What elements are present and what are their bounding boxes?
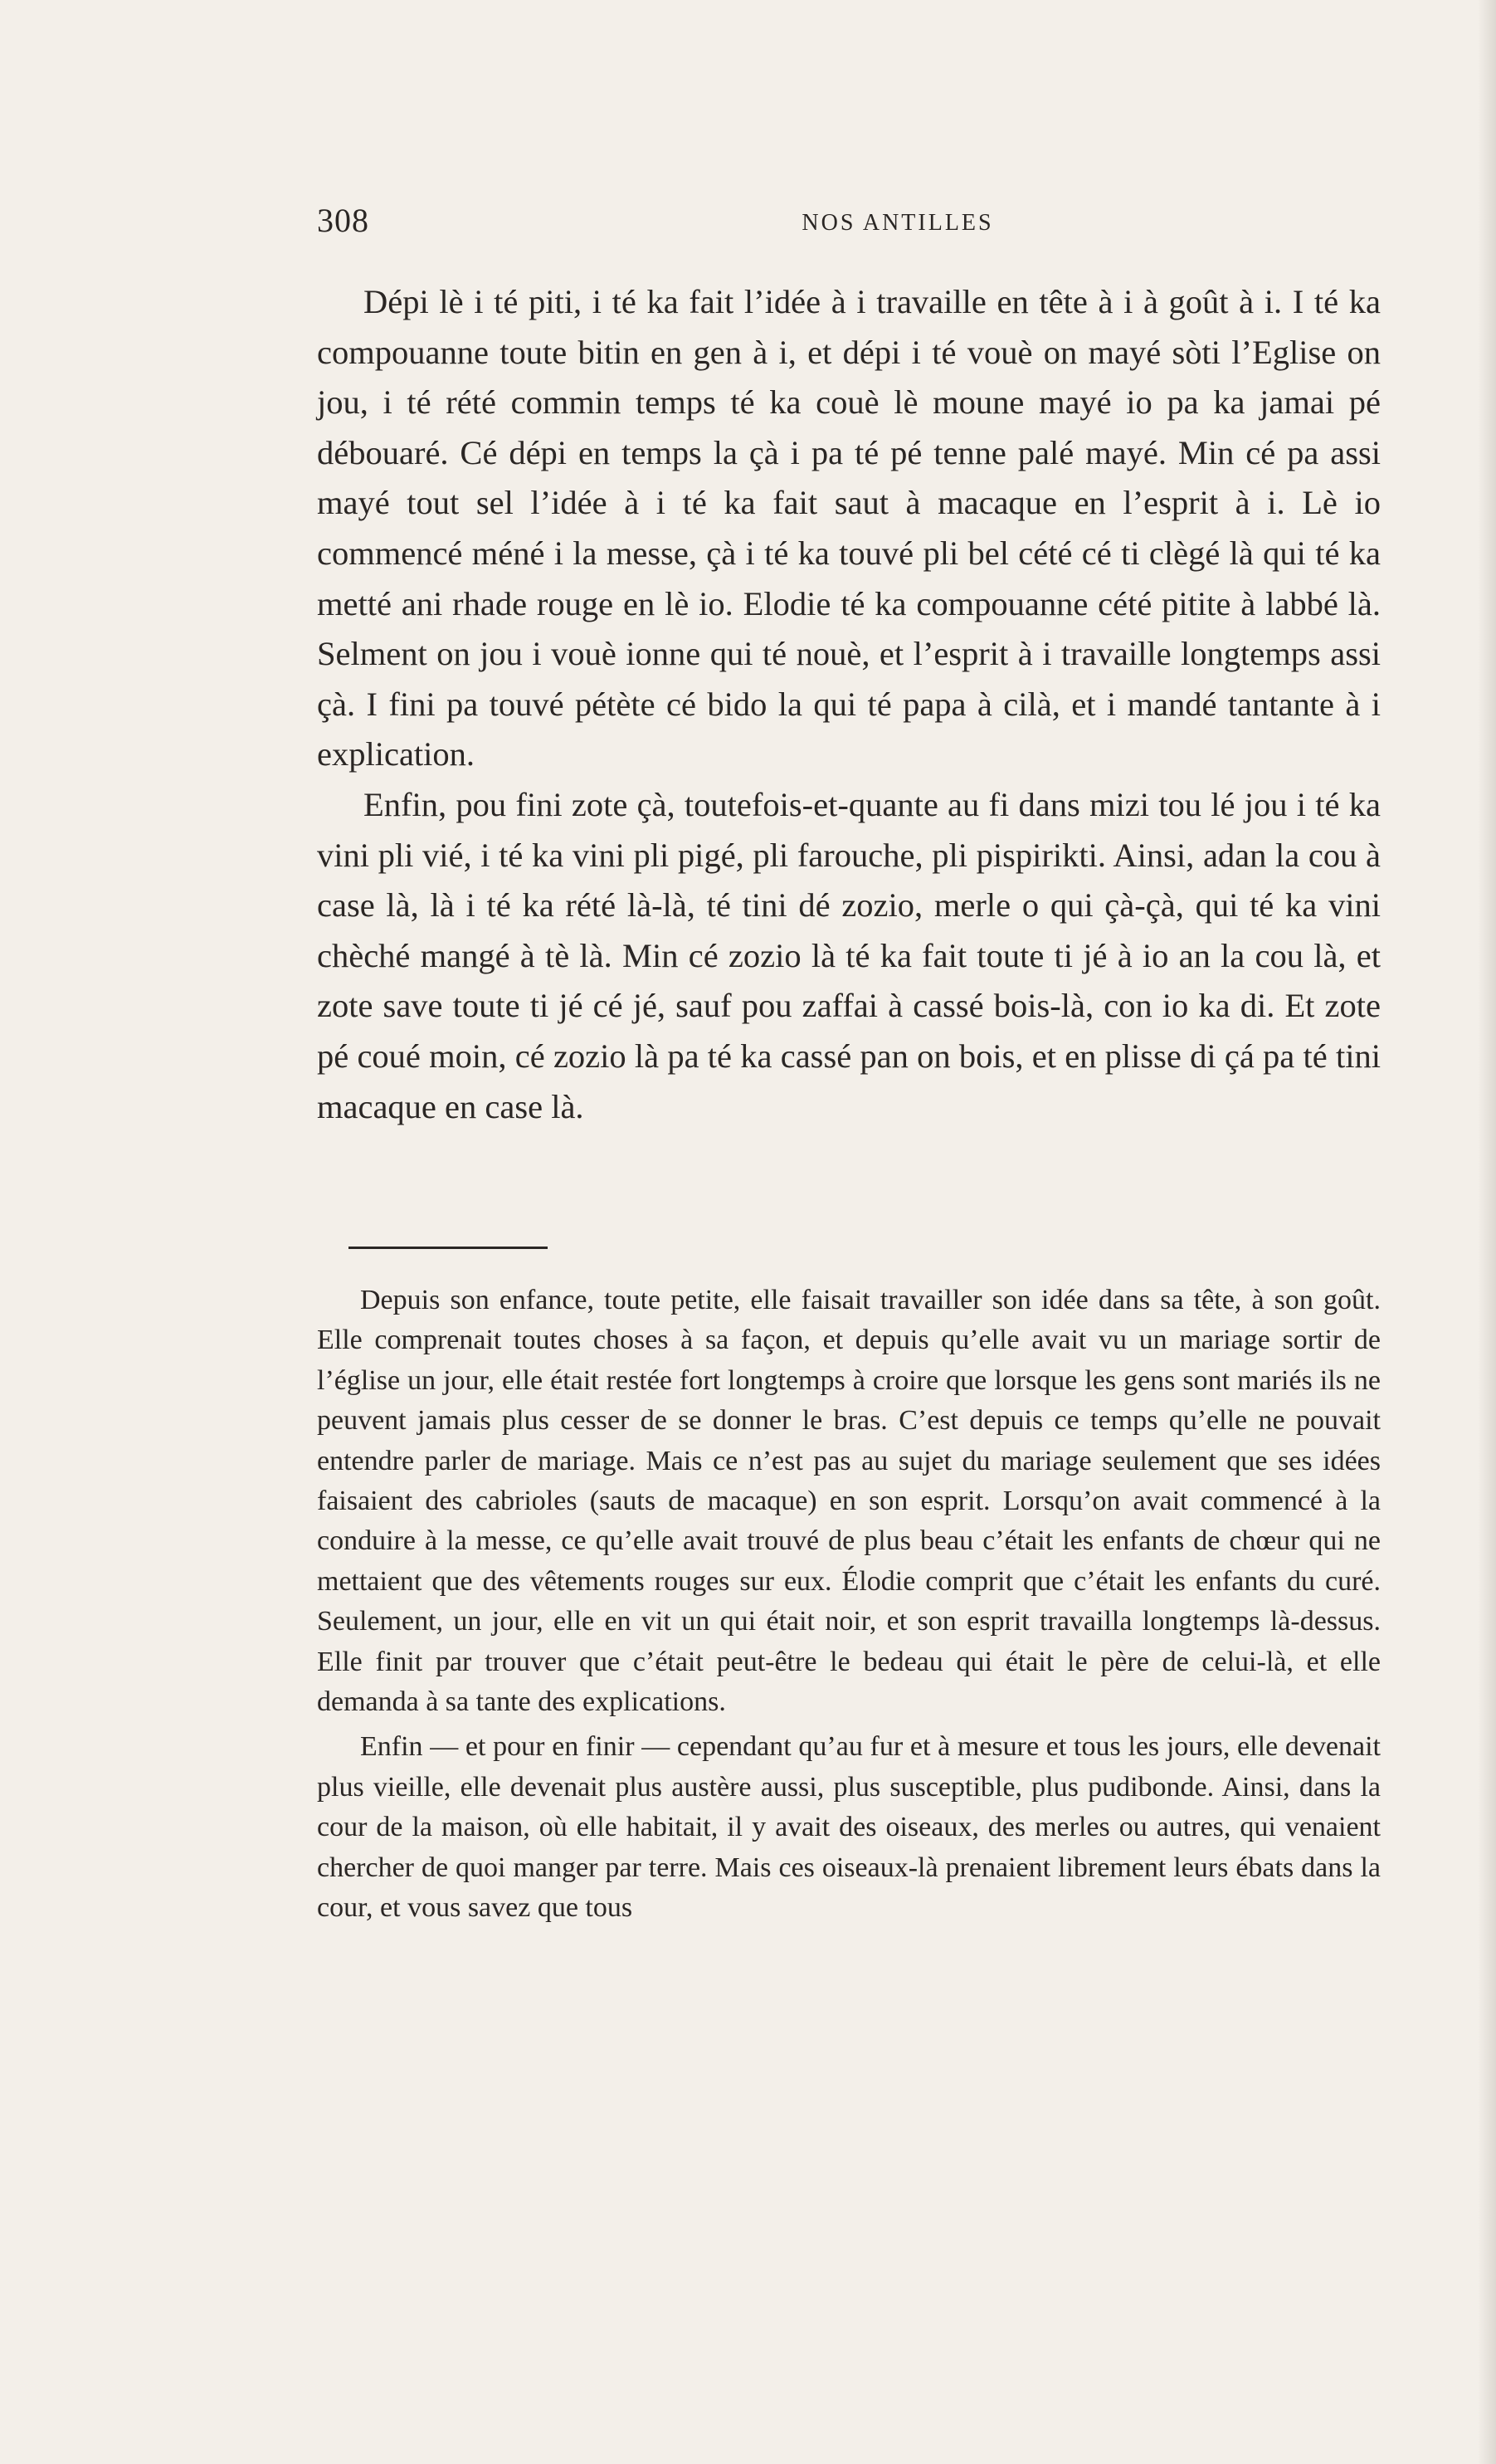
french-translation-footnote	[317, 1281, 1381, 1929]
page-header	[317, 196, 1381, 246]
footnote-paragraph: Enfin — et pour en finir — cependant qu’au fur et à mesure et tous les jours, elle devenait plus vieille, elle devenait plus austère aussi, plus susceptible, plus pudibonde. Ainsi, dans la cour de la maison, où elle habitait, il y avait des oiseaux, des merles ou autres, qui venaient chercher de quoi manger par terre. Mais ces oiseaux-là prenaient librement leurs ébats dans la cour, et vous savez que tous	[317, 1731, 1381, 1924]
page-edge-shadow	[1478, 0, 1496, 2464]
footnote-paragraph: Depuis son enfance, toute petite, elle faisait travailler son idée dans sa tête, à son goût. Elle comprenait toutes choses à sa façon, et depuis qu’elle avait vu un mariage sortir de l’église un jour, elle était restée fort longtemps à croire que lorsque les gens sont mariés ils ne peuvent jamais plus cesser de se donner le bras. C’est depuis ce temps qu’elle ne pouvait entendre parler de mariage. Mais ce n’est pas au sujet du mariage seulement que ses idées faisaient des cabrioles (sauts de macaque) en son esprit. Lorsqu’on avait commencé à la conduire à la messe, ce qu’elle avait trouvé de plus beau c’était les enfants de chœur qui ne mettaient que des vêtements rouges sur eux. Élodie comprit que c’était les enfants du curé. Seulement, un jour, elle en vit un qui était noir, et son esprit travailla longtemps là-dessus. Elle finit par trouver que c’était peut-être le bedeau qui était le père de celui-là, et elle demanda à sa tante des explications.	[317, 1285, 1381, 1718]
page-number: 308	[317, 202, 369, 239]
footnote-separator-rule	[348, 1247, 548, 1249]
creole-paragraph: Dépi lè i té piti, i té ka fait l’idée à i travaille en tête à i à goût à i. I té ka compouanne toute bitin en gen à i, et dépi i té vouè on mayé sòti l’Eglise on jou, i té rété commin temps té ka couè lè moune mayé io pa ka jamai pé débouaré. Cé dépi en temps la çà i pa té pé tenne palé mayé. Min cé pa assi mayé tout sel l’idée à i té ka fait saut à macaque en l’esprit à i. Lè io commencé méné i la messe, çà i té ka touvé pli bel cété cé ti clègé là qui té ka metté ani rhade rouge en lè io. Elodie té ka compouanne cété pitite à labbé là. Selment on jou i vouè ionne qui té nouè, et l’esprit à i travaille longtemps assi çà. I fini pa touvé pétète cé bido la qui té papa à cilà, et i mandé tantante à i explication.	[317, 283, 1381, 773]
creole-paragraph: Enfin, pou fini zote çà, toutefois-et-quante au fi dans mizi tou lé jou i té ka vini pli vié, i té ka vini pli pigé, pli farouche, pli pispirikti. Ainsi, adan la cou à case là, là i té ka rété là-là, té tini dé zozio, merle o qui çà-çà, qui té ka vini chèché mangé à tè là. Min cé zozio là té ka fait toute ti jé à io an la cou là, et zote save toute ti jé cé jé, sauf pou zaffai à cassé bois-là, con io ka di. Et zote pé coué moin, cé zozio là pa té ka cassé pan on bois, et en plisse di çá pa té tini macaque en case là.	[317, 785, 1381, 1125]
running-title: NOS ANTILLES	[802, 210, 994, 236]
creole-text-block	[317, 277, 1381, 1132]
